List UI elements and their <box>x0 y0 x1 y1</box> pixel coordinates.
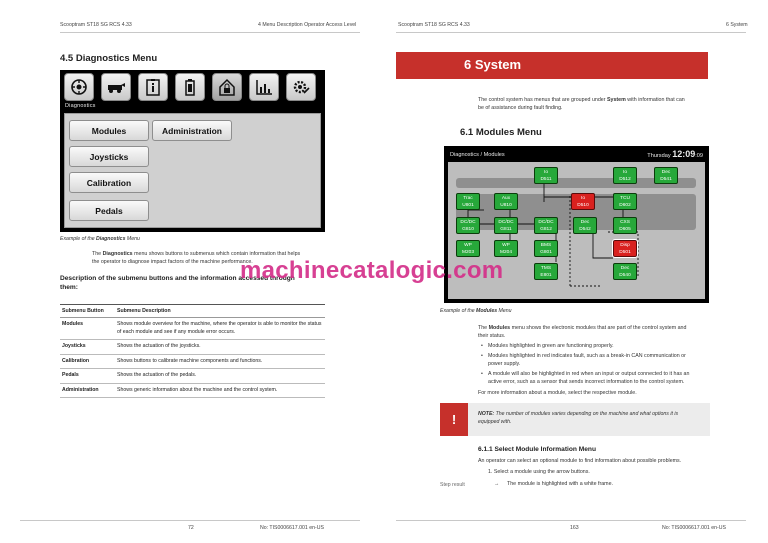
joysticks-button[interactable]: Joysticks <box>69 146 149 167</box>
diagnostics-screen-title: Diagnostics <box>65 103 96 109</box>
submenu-heading: Description of the submenu buttons and the information accessed through them: <box>60 275 295 291</box>
table-cell-key: Modules <box>60 318 115 340</box>
right-header-chapter: 6 System <box>726 22 748 28</box>
chapter-title: 6 System <box>464 57 522 72</box>
bullet-marker: • <box>481 353 483 359</box>
modules-caption: Example of the Modules Menu <box>440 308 512 314</box>
modules-screen-title: Diagnostics / Modules <box>450 152 505 158</box>
diagnostics-button-panel <box>64 113 321 228</box>
chapter-banner <box>396 52 708 79</box>
module-D541[interactable]: Dec D541 <box>654 167 678 184</box>
modules-button[interactable]: Modules <box>69 120 149 141</box>
table-cell-key: Calibration <box>60 354 115 369</box>
bullet-green: Modules highlighted in green are functioning properly. <box>488 343 614 349</box>
module-U801[interactable]: Trac U801 <box>456 193 480 210</box>
table-cell-desc: Shows module overview for the machine, where the operator is able to monitor the status of each module and see if any module error occurs. <box>115 318 325 340</box>
module-D605[interactable]: CXS D605 <box>613 217 637 234</box>
diagnostics-screen <box>60 70 325 232</box>
vehicle-icon[interactable] <box>101 73 131 101</box>
diagnostics-caption: Example of the Diagnostics Menu <box>60 236 140 242</box>
gear-pencil-icon[interactable] <box>286 73 316 101</box>
table-cell-key: Joysticks <box>60 340 115 355</box>
module-E801[interactable]: TMS E801 <box>534 263 558 280</box>
joystick-icon[interactable] <box>64 73 94 101</box>
step-result-arrow-icon: → <box>494 481 500 487</box>
bullet-red: Modules highlighted in red indicates fault, such as a break-in CAN communication or <box>488 353 686 359</box>
table-cell-key: Administration <box>60 383 115 398</box>
table-row <box>60 369 325 384</box>
exclamation-icon: ! <box>440 403 468 436</box>
module-D540[interactable]: Dec D540 <box>613 263 637 280</box>
note-text: NOTE: The number of modules varies depending on the machine and what options it is equipped with. <box>478 411 679 425</box>
right-footer-doc: No: TIS0006617.001 en-US <box>662 525 726 531</box>
right-header-title: Scooptram ST18 SG RCS 4.33 <box>398 22 470 28</box>
diagnostics-intro: The Diagnostics menu shows buttons to submenus which contain information that helps the operator to diagnose impact factors of the machine performance. <box>92 251 301 265</box>
modules-body: The Modules menu shows the electronic modules that are part of the control system and their status. <box>478 325 687 339</box>
diagnostics-icon-bar <box>64 73 321 101</box>
section-heading-diagnostics: 4.5 Diagnostics Menu <box>60 53 158 64</box>
module-D602[interactable]: TCU D602 <box>613 193 637 210</box>
table-row <box>60 318 325 340</box>
more-info-text: For more information about a module, select the respective module. <box>478 390 637 396</box>
table-header-description: Submenu Description <box>115 305 325 318</box>
pedals-button[interactable]: Pedals <box>69 200 149 221</box>
battery-icon[interactable] <box>175 73 205 101</box>
module-G810[interactable]: DC/DC G810 <box>456 217 480 234</box>
table-cell-desc: Shows the actuation of the joysticks. <box>115 340 325 355</box>
bullet-marker: • <box>481 371 483 377</box>
bullet-marker: • <box>481 343 483 349</box>
subsection-heading: 6.1.1 Select Module Information Menu <box>478 446 596 453</box>
clipboard-info-icon[interactable] <box>138 73 168 101</box>
right-header-divider <box>396 32 746 33</box>
administration-button[interactable]: Administration <box>152 120 232 141</box>
table-header-row <box>60 305 325 318</box>
system-intro: The control system has menus that are grouped under System with information that can be of assistance during fault finding. <box>478 97 685 111</box>
module-G801[interactable]: BMS G801 <box>534 240 558 257</box>
calibration-button[interactable]: Calibration <box>69 172 149 193</box>
module-D511[interactable]: Io D511 <box>534 167 558 184</box>
bullet-red-cont: power supply. <box>488 361 521 367</box>
module-D512[interactable]: Io D512 <box>613 167 637 184</box>
note-box <box>440 403 710 436</box>
left-footer-page: 72 <box>188 525 194 531</box>
left-footer-doc: No: TIS0006617.001 en-US <box>260 525 324 531</box>
clock: Thursday 12:09:09 <box>647 149 703 159</box>
table-row <box>60 340 325 355</box>
module-G811[interactable]: DC/DC G811 <box>494 217 518 234</box>
chart-icon[interactable] <box>249 73 279 101</box>
subsection-text: An operator can select an optional module to find information about possible problems. <box>478 458 682 464</box>
left-header-title: Scooptram ST18 SG RCS 4.33 <box>60 22 132 28</box>
left-header-divider <box>60 32 360 33</box>
table-row <box>60 354 325 369</box>
right-footer-divider <box>396 520 746 521</box>
left-footer-divider <box>20 520 360 521</box>
table-cell-desc: Shows buttons to calibrate machine components and functions. <box>115 354 325 369</box>
step-result-label: Step result <box>440 482 465 488</box>
module-D501[interactable]: Disp D501 <box>613 240 637 257</box>
right-footer-page: 163 <box>570 525 579 531</box>
table-cell-desc: Shows the actuation of the pedals. <box>115 369 325 384</box>
table-cell-key: Pedals <box>60 369 115 384</box>
module-U810[interactable]: Aux U810 <box>494 193 518 210</box>
step-result-text: The module is highlighted with a white frame. <box>507 481 613 487</box>
module-D510[interactable]: Io D510 <box>571 193 595 210</box>
table-row <box>60 383 325 398</box>
bullet-io: A module will also be highlighted in red when an input or output connected to it has an <box>488 371 690 377</box>
table-cell-desc: Shows generic information about the machine and the control system. <box>115 383 325 398</box>
section-heading-modules: 6.1 Modules Menu <box>460 127 542 138</box>
home-lock-icon[interactable] <box>212 73 242 101</box>
step-1: 1. Select a module using the arrow buttons. <box>488 469 590 475</box>
table-header-button: Submenu Button <box>60 305 115 318</box>
module-M203[interactable]: WP M203 <box>456 240 480 257</box>
module-D542[interactable]: Dec D542 <box>573 217 597 234</box>
module-M204[interactable]: WP M204 <box>494 240 518 257</box>
bullet-io-cont: active error, such as a sensor that sends incorrect information to the control system. <box>488 379 685 385</box>
watermark: machinecatalogic.com <box>240 257 504 284</box>
submenu-table <box>60 304 325 398</box>
module-G812[interactable]: DC/DC G812 <box>534 217 558 234</box>
left-header-chapter: 4 Menu Description Operator Access Level <box>258 22 357 28</box>
